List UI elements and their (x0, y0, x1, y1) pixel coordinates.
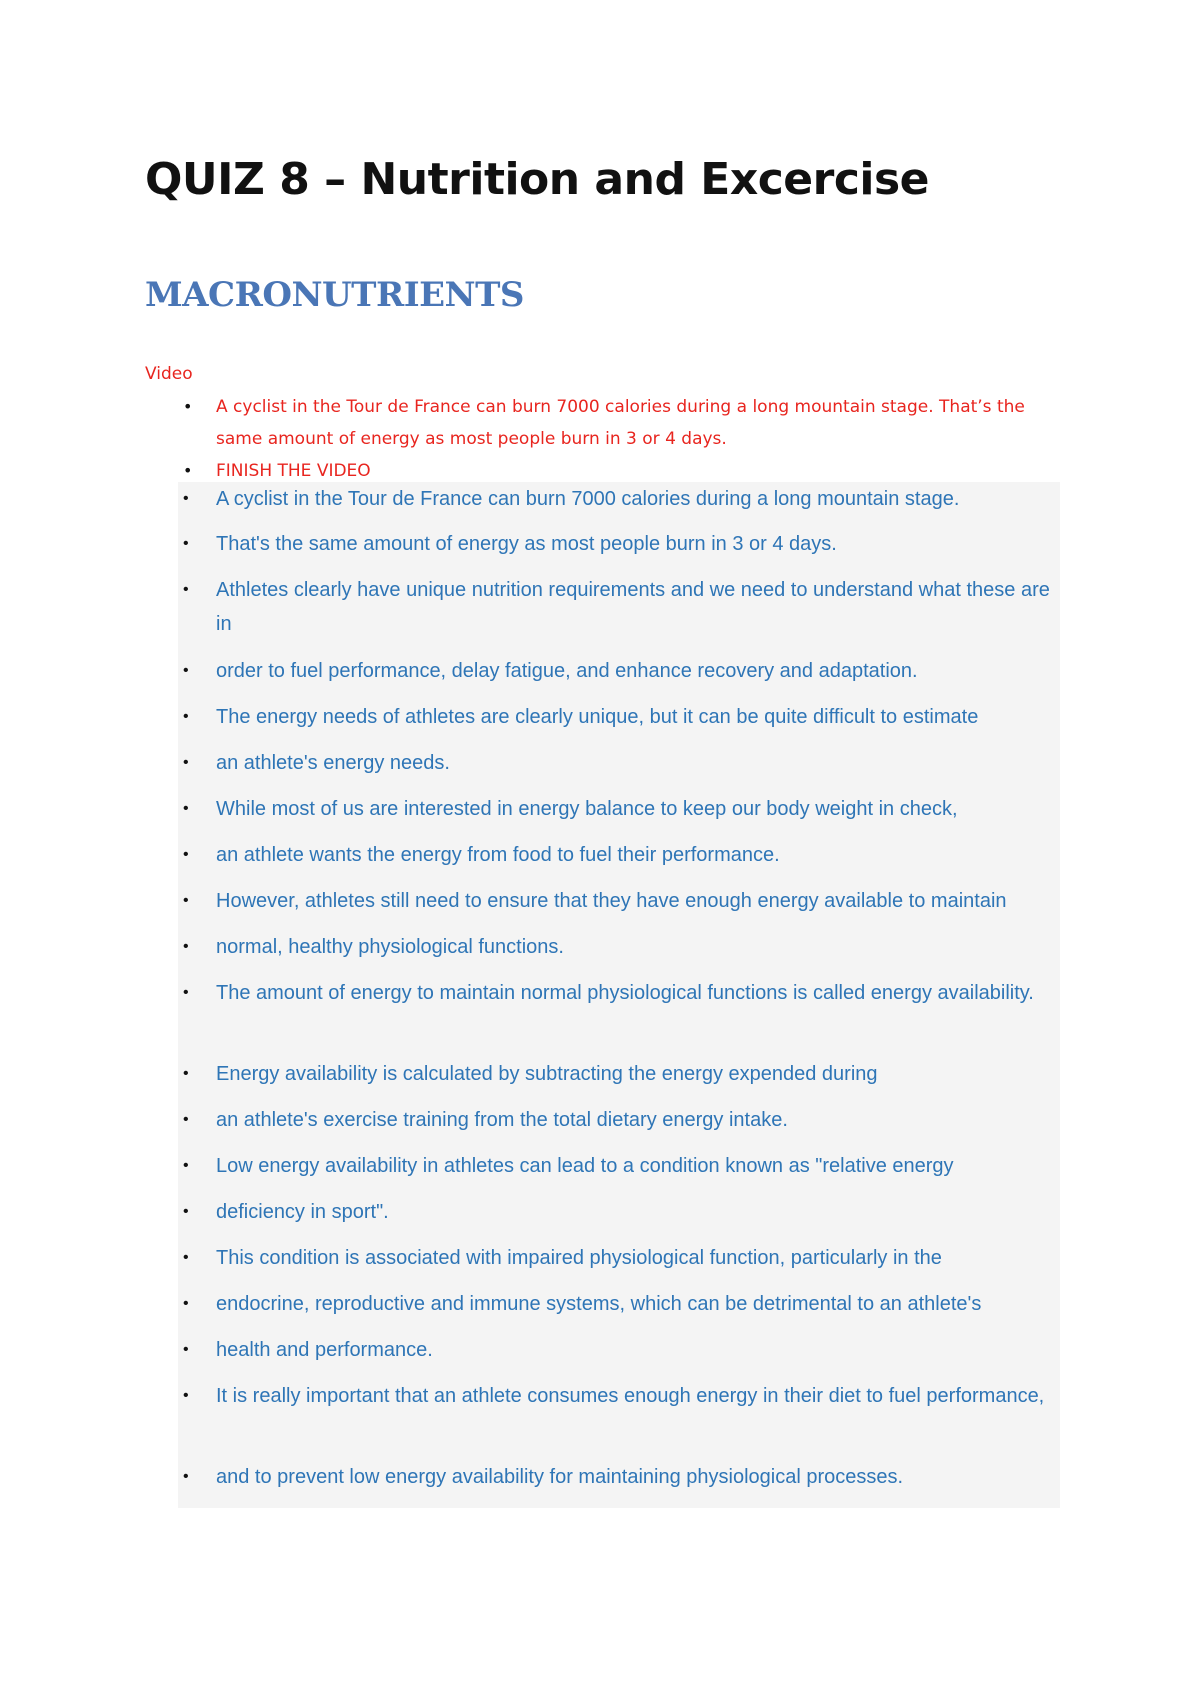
list-item (183, 1195, 1058, 1229)
list-item-text: endocrine, reproductive and immune systems, which can be detrimental to an athlete's (216, 1293, 982, 1315)
bullet-icon: • (183, 1065, 189, 1082)
list-item (183, 573, 1058, 641)
video-transcript-block (178, 482, 1060, 1508)
list-item-text: This condition is associated with impaired physiological function, particularly in the (216, 1247, 942, 1269)
bullet-icon: • (183, 800, 189, 817)
section-heading: MACRONUTRIENTS (145, 275, 524, 315)
list-item-text: While most of us are interested in energy balance to keep our body weight in check, (216, 798, 958, 820)
list-item (183, 1149, 1058, 1183)
list-item-text: A cyclist in the Tour de France can burn 7000 calories during a long mountain stage. (216, 488, 960, 510)
list-item (183, 391, 1063, 455)
list-item (183, 1057, 1058, 1091)
bullet-icon: • (183, 1249, 189, 1266)
page-title: QUIZ 8 – Nutrition and Excercise (145, 154, 930, 205)
bullet-icon: • (183, 1295, 189, 1312)
bullet-icon: • (183, 984, 189, 1001)
bullet-icon: • (183, 662, 189, 679)
bullet-icon: • (183, 754, 189, 771)
list-item (183, 1333, 1058, 1367)
list-item-text: That's the same amount of energy as most people burn in 3 or 4 days. (216, 533, 837, 555)
list-item-text: The amount of energy to maintain normal physiological functions is called energy availability. (216, 982, 1034, 1004)
list-item (183, 930, 1058, 964)
list-item-text: normal, healthy physiological functions. (216, 936, 564, 958)
bullet-icon: • (183, 846, 189, 863)
list-item (183, 1103, 1058, 1137)
bullet-icon: • (183, 892, 189, 909)
list-item (183, 1287, 1058, 1321)
bullet-icon: • (183, 1387, 189, 1404)
list-item (183, 482, 1058, 516)
list-item-text: However, athletes still need to ensure that they have enough energy available to maintain (216, 890, 1007, 912)
video-label: Video (145, 364, 193, 384)
bullet-icon: • (183, 708, 189, 725)
list-item (183, 700, 1058, 734)
bullet-icon: • (183, 461, 193, 480)
list-item-text: and to prevent low energy availability for maintaining physiological processes. (216, 1466, 904, 1488)
list-item-text: deficiency in sport". (216, 1201, 389, 1223)
list-item-text: Energy availability is calculated by subtracting the energy expended during (216, 1063, 878, 1085)
list-item (183, 976, 1058, 1010)
list-item-text: order to fuel performance, delay fatigue, and enhance recovery and adaptation. (216, 660, 918, 682)
bullet-icon: • (183, 1157, 189, 1174)
bullet-icon: • (183, 490, 189, 507)
list-item-text: Athletes clearly have unique nutrition requirements and we need to understand what these are in (216, 579, 1050, 635)
bullet-icon: • (183, 535, 189, 552)
list-item-text: It is really important that an athlete consumes enough energy in their diet to fuel performance, (216, 1385, 1045, 1407)
list-item-text: an athlete's exercise training from the total dietary energy intake. (216, 1109, 788, 1131)
bullet-icon: • (183, 1341, 189, 1358)
list-item-text: Low energy availability in athletes can lead to a condition known as "relative energy (216, 1155, 954, 1177)
list-item (183, 527, 1058, 561)
list-item-text: A cyclist in the Tour de France can burn 7000 calories during a long mountain stage. That’s the same amount of energy as most people burn in 3 or 4 days. (216, 397, 1025, 449)
list-item (183, 1241, 1058, 1275)
list-item-text: health and performance. (216, 1339, 433, 1361)
list-item (183, 884, 1058, 918)
bullet-icon: • (183, 1468, 189, 1485)
list-item (183, 792, 1058, 826)
bullet-icon: • (183, 1111, 189, 1128)
video-notes-list (183, 391, 1063, 487)
bullet-icon: • (183, 938, 189, 955)
bullet-icon: • (183, 581, 189, 598)
list-item-text: an athlete's energy needs. (216, 752, 450, 774)
list-item (183, 1379, 1058, 1413)
list-item (183, 746, 1058, 780)
list-item-text: The energy needs of athletes are clearly unique, but it can be quite difficult to estimate (216, 706, 979, 728)
list-item (183, 838, 1058, 872)
bullet-icon: • (183, 397, 193, 416)
list-item-text: an athlete wants the energy from food to fuel their performance. (216, 844, 780, 866)
bullet-icon: • (183, 1203, 189, 1220)
list-item-text: FINISH THE VIDEO (216, 461, 371, 481)
list-item (183, 1460, 1058, 1494)
list-item (183, 654, 1058, 688)
